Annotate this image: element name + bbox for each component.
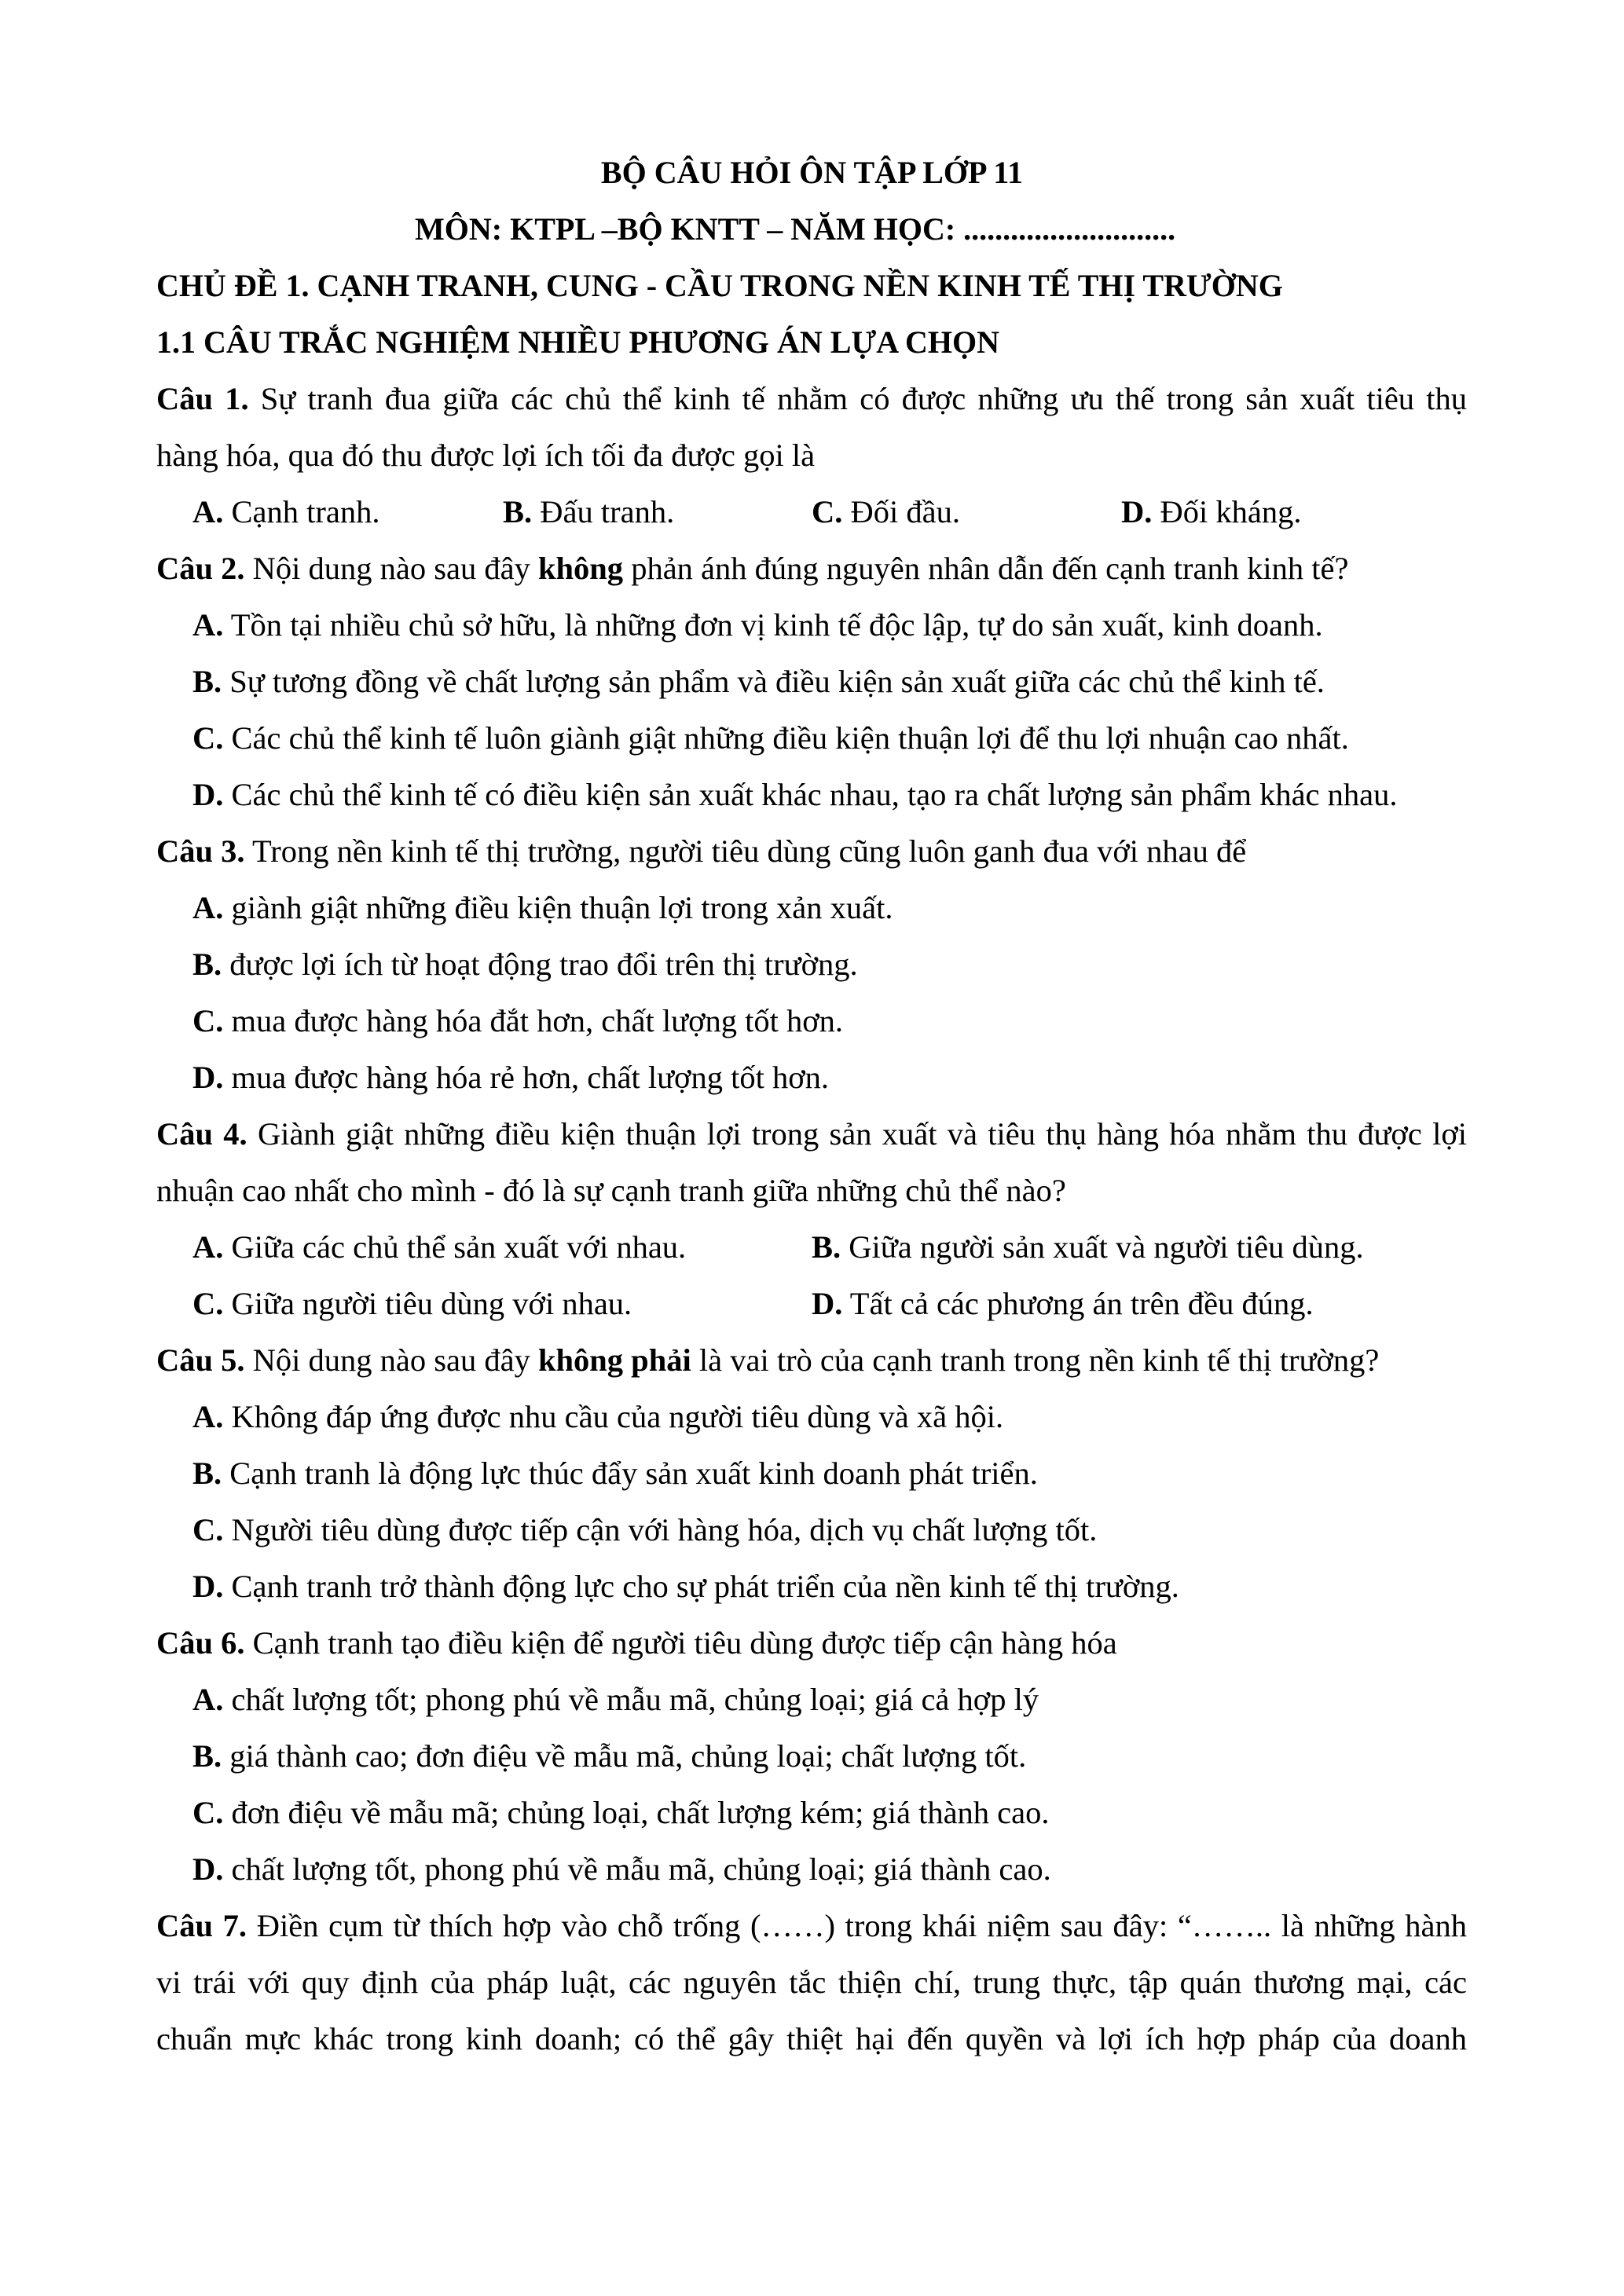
question-1-option-c: C. Đối đầu.: [812, 494, 960, 529]
question-2-option-d: D. Các chủ thể kinh tế có điều kiện sản xuất khác nhau, tạo ra chất lượng sản phẩm khác nhau.: [192, 777, 1398, 812]
question-6-stem: Câu 6. Cạnh tranh tạo điều kiện để người tiêu dùng được tiếp cận hàng hóa: [156, 1625, 1117, 1661]
question-6-option-d: D. chất lượng tốt, phong phú về mẫu mã, chủng loại; giá thành cao.: [192, 1851, 1051, 1887]
question-5-option-c: C. Người tiêu dùng được tiếp cận với hàng hóa, dịch vụ chất lượng tốt.: [192, 1512, 1098, 1547]
question-1-option-b: B. Đấu tranh.: [503, 494, 675, 529]
question-4-option-c: C. Giữa người tiêu dùng với nhau.: [192, 1286, 632, 1321]
question-3-option-c: C. mua được hàng hóa đắt hơn, chất lượng tốt hơn.: [192, 1003, 844, 1038]
document-subject: MÔN: KTPL –BỘ KNTT – NĂM HỌC: ...........................: [415, 211, 1176, 247]
question-4-line-2: nhuận cao nhất cho mình - đó là sự cạnh tranh giữa những chủ thể nào?: [156, 1173, 1066, 1208]
question-1-option-d: D. Đối kháng.: [1121, 494, 1302, 529]
question-1-line-2: hàng hóa, qua đó thu được lợi ích tối đa được gọi là: [156, 438, 816, 473]
question-7-line-1: Câu 7. Điền cụm từ thích hợp vào chỗ trống (……) trong khái niệm sau đây: “…….. là những hành: [156, 1908, 1467, 1943]
question-6-option-c: C. đơn điệu về mẫu mã; chủng loại, chất lượng kém; giá thành cao.: [192, 1795, 1050, 1830]
question-7-line-2: vi trái với quy định của pháp luật, các nguyên tắc thiện chí, trung thực, tập quán thương mại, các: [156, 1965, 1467, 2000]
question-7-label: Câu 7.: [156, 1908, 247, 1943]
question-4-option-b: B. Giữa người sản xuất và người tiêu dùng.: [812, 1229, 1364, 1265]
question-6-label: Câu 6.: [156, 1625, 245, 1661]
question-2-option-a: A. Tồn tại nhiều chủ sở hữu, là những đơn vị kinh tế độc lập, tự do sản xuất, kinh doanh.: [192, 607, 1323, 643]
question-5-stem: Câu 5. Nội dung nào sau đây không phải là vai trò của cạnh tranh trong nền kinh tế thị trường?: [156, 1342, 1380, 1378]
question-1-label: Câu 1.: [156, 381, 249, 416]
question-4-option-a: A. Giữa các chủ thể sản xuất với nhau.: [192, 1229, 687, 1265]
section-heading: 1.1 CÂU TRẮC NGHIỆM NHIỀU PHƯƠNG ÁN LỰA CHỌN: [156, 324, 999, 360]
question-1-option-a: A. Cạnh tranh.: [192, 494, 380, 529]
question-4-option-d: D. Tất cả các phương án trên đều đúng.: [812, 1286, 1314, 1321]
question-3-option-b: B. được lợi ích từ hoạt động trao đổi trên thị trường.: [192, 947, 858, 982]
topic-heading: CHỦ ĐỀ 1. CẠNH TRANH, CUNG - CẦU TRONG NỀN KINH TẾ THỊ TRƯỜNG: [156, 268, 1283, 303]
question-3-option-a: A. giành giật những điều kiện thuận lợi trong xản xuất.: [192, 890, 893, 925]
question-4-line-1: Câu 4. Giành giật những điều kiện thuận lợi trong sản xuất và tiêu thụ hàng hóa nhằm thu được lợi: [156, 1116, 1468, 1152]
question-5-option-a: A. Không đáp ứng được nhu cầu của người tiêu dùng và xã hội.: [192, 1399, 1004, 1434]
question-5-label: Câu 5.: [156, 1342, 245, 1378]
question-3-label: Câu 3.: [156, 833, 245, 869]
question-6-option-a: A. chất lượng tốt; phong phú về mẫu mã, chủng loại; giá cả hợp lý: [192, 1682, 1039, 1717]
question-3-option-d: D. mua được hàng hóa rẻ hơn, chất lượng tốt hơn.: [192, 1060, 830, 1095]
question-5-option-b: B. Cạnh tranh là động lực thúc đẩy sản xuất kinh doanh phát triển.: [192, 1456, 1038, 1491]
question-4-label: Câu 4.: [156, 1116, 247, 1152]
question-1-line-1: Câu 1. Sự tranh đua giữa các chủ thể kinh tế nhằm có được những ưu thế trong sản xuất tiêu thụ: [156, 381, 1467, 416]
question-2-option-c: C. Các chủ thể kinh tế luôn giành giật những điều kiện thuận lợi để thu lợi nhuận cao nhất.: [192, 720, 1349, 756]
question-2-option-b: B. Sự tương đồng về chất lượng sản phẩm và điều kiện sản xuất giữa các chủ thể kinh tế.: [192, 664, 1325, 699]
question-6-option-b: B. giá thành cao; đơn điệu về mẫu mã, chủng loại; chất lượng tốt.: [192, 1738, 1027, 1774]
question-3-stem: Câu 3. Trong nền kinh tế thị trường, người tiêu dùng cũng luôn ganh đua với nhau để: [156, 833, 1247, 869]
document-title: BỘ CÂU HỎI ÔN TẬP LỚP 11: [600, 155, 1024, 190]
question-2-label: Câu 2.: [156, 551, 245, 586]
question-2-stem: Câu 2. Nội dung nào sau đây không phản ánh đúng nguyên nhân dẫn đến cạnh tranh kinh tế?: [156, 551, 1349, 586]
question-5-option-d: D. Cạnh tranh trở thành động lực cho sự phát triển của nền kinh tế thị trường.: [192, 1569, 1179, 1604]
question-7-line-3: chuẩn mực khác trong kinh doanh; có thể gây thiệt hại đến quyền và lợi ích hợp pháp của doanh: [156, 2021, 1467, 2056]
